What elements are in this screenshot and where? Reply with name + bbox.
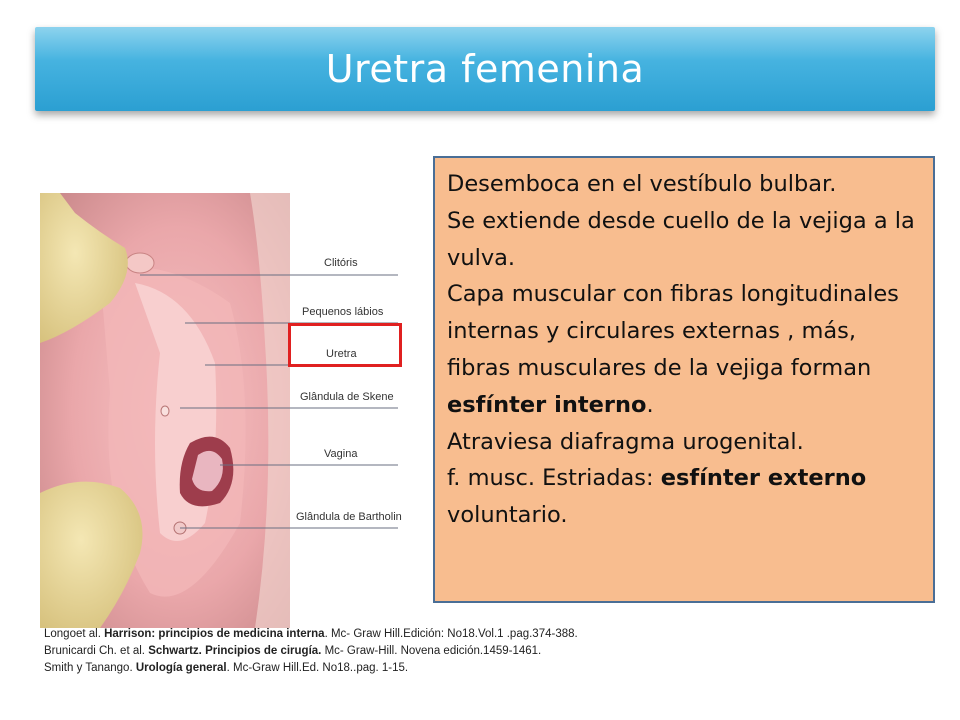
bold-esfinter-interno: esfínter interno xyxy=(447,391,647,418)
content-paragraph-2: Se extiende desde cuello de la vejiga a la vulva. xyxy=(447,207,915,271)
anatomy-photo xyxy=(40,193,290,628)
text-run: f. musc. Estriadas: xyxy=(447,465,661,492)
content-paragraph-4: Atraviesa diafragma urogenital. xyxy=(447,428,804,455)
bold-esfinter-externo: esfínter externo xyxy=(660,465,867,492)
text-run: Capa muscular con fibras longitudinales internas y circulares externas , más, fibras musculares de la vejiga forman xyxy=(447,281,899,381)
reference-3 xyxy=(44,660,924,677)
label-glandula-bartholin: Glândula de Bartholin xyxy=(296,511,402,523)
content-paragraph-1: Desemboca en el vestíbulo bulbar. xyxy=(447,171,837,197)
label-clitoris: Clitóris xyxy=(324,257,358,269)
ref-author: Smith y Tanango. xyxy=(44,662,136,674)
label-vagina: Vagina xyxy=(324,448,358,460)
reference-1 xyxy=(44,626,924,643)
ref-details: . Mc- Graw Hill.Edición: No18.Vol.1 .pag.374-388. xyxy=(324,628,578,640)
text-run: . xyxy=(646,391,654,418)
content-paragraph-3 xyxy=(447,276,921,423)
uretra-highlight-box xyxy=(288,323,402,367)
label-uretra: Uretra xyxy=(326,348,357,360)
reference-2 xyxy=(44,643,924,660)
figure-labels xyxy=(290,193,420,628)
anatomy-illustration xyxy=(40,193,290,628)
ref-details: Mc- Graw-Hill. Novena edición.1459-1461. xyxy=(321,645,542,657)
content-box xyxy=(433,156,935,603)
ref-title: Urología general xyxy=(135,662,227,674)
references xyxy=(44,626,924,677)
ref-title: Schwartz. Principios de cirugía. xyxy=(148,645,322,657)
text-run: voluntario. xyxy=(447,502,568,529)
ref-details: . Mc-Graw Hill.Ed. No18..pag. 1-15. xyxy=(226,662,409,674)
ref-title: Harrison: principios de medicina interna xyxy=(104,628,325,640)
title-bar xyxy=(35,27,935,111)
ref-author: Brunicardi Ch. et al. xyxy=(44,645,149,657)
label-glandula-skene: Glândula de Skene xyxy=(300,391,394,403)
content-paragraph-5 xyxy=(447,460,921,534)
slide-title: Uretra femenina xyxy=(325,47,645,91)
label-pequenos-labios: Pequenos lábios xyxy=(302,306,384,318)
ref-author: Longoet al. xyxy=(44,628,105,640)
